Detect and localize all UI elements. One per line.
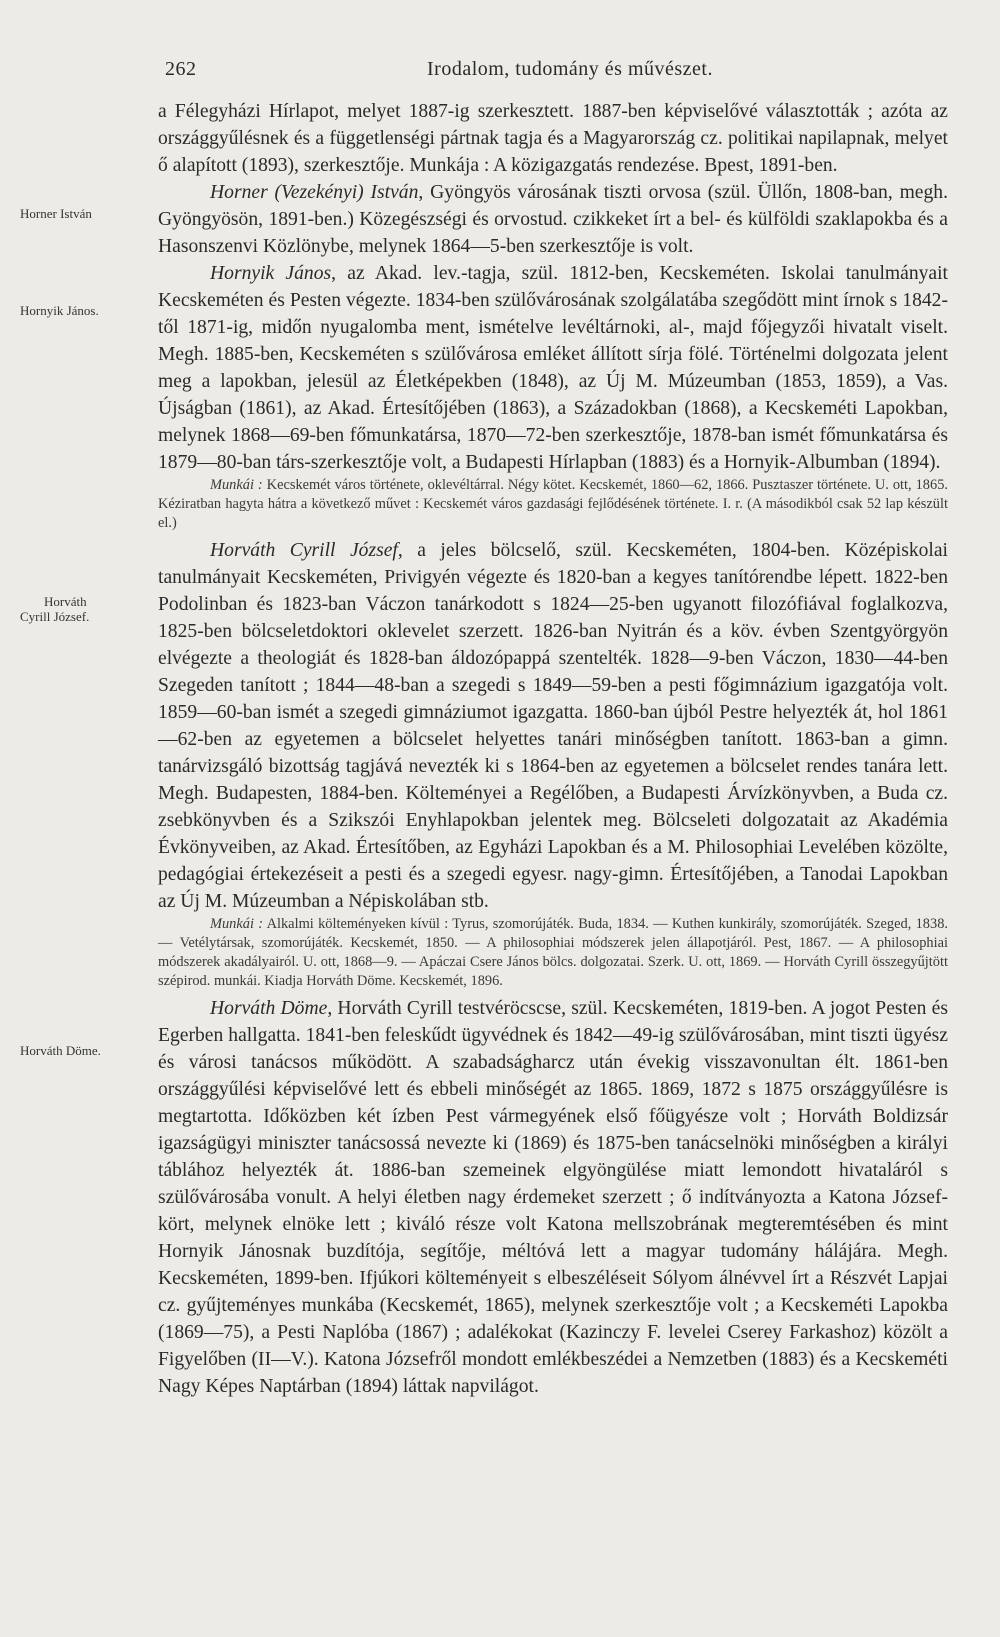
intro-paragraph <box>158 98 948 179</box>
margin-note-hornyik: Hornyik János. <box>20 303 99 318</box>
works-text-horvath-cyrill: Alkalmi költeményeken kívül : Tyrus, szomorújáték. Buda, 1834. — Kuthen kunkirály, szomorújáték. Szeged, 1838. — Vetélytársak, szomorújáték. Kecskemét, 1850. — A philosophiai módszerek jelen állapotjáról. Pest, 1867. — A philosophiai módszerek akadályairól. U. ott, 1868—9. — Apáczai Csere János bölcs. dolgozatai. Szerk. U. ott, 1869. — Horváth Cyrill összegyűjtött szépirod. munkái. Kiadja Horváth Döme. Kecskemét, 1896. <box>158 916 948 989</box>
works-horvath-cyrill <box>158 915 948 991</box>
margin-note-horner: Horner István <box>20 206 92 221</box>
entry-name-horvath-dome: Horváth Döme <box>210 998 328 1019</box>
running-title: Irodalom, tudomány és művészet. <box>427 58 713 80</box>
margin-note-horvath-cyrill <box>20 594 160 624</box>
intro-text: a Félegyházi Hírlapot, melyet 1887-ig szerkesztett. 1887-ben képviselővé választották ; azóta az országgyűlésnek és a függetlenségi pártnak tagja és a Magyarország cz. politikai napilapnak, melyet ő alapított (1893), szerkesztője. Munkája : A közigazgatás rendezése. Bpest, 1891-ben. <box>158 101 948 176</box>
works-text-hornyik: Kecskemét város története, oklevéltárral. Négy kötet. Kecskemét, 1860—62, 1866. Pusztaszer története. U. ott, 1865. Kéziratban hagyta hátra a következő művet : Kecskemét város gazdasági fejlődésének története. I. r. (A másodikból csak 52 lap készült el.) <box>158 477 948 531</box>
page-number: 262 <box>165 58 197 80</box>
works-hornyik <box>158 476 948 533</box>
entry-horvath-dome <box>158 995 948 1400</box>
entry-name-horvath-cyrill: Horváth Cyrill József <box>210 540 398 561</box>
entry-horvath-cyrill <box>158 537 948 915</box>
margin-note-horvath-dome: Horváth Döme. <box>20 1043 101 1058</box>
page-body <box>158 98 948 1400</box>
entry-hornyik <box>158 260 948 476</box>
works-label-horvath-cyrill: Munkái : <box>210 916 264 932</box>
entry-horner <box>158 179 948 260</box>
entry-name-hornyik: Hornyik János <box>210 263 332 284</box>
margin-note-horvath-cyrill-line1: Horváth <box>44 594 87 609</box>
entry-text-horner: , Gyöngyös városának tiszti orvosa (szül. Üllőn, 1808-ban, megh. Gyöngyösön, 1891-ben.) Közegészségi és orvostud. czikkeket írt a bel- és külföldi szaklapokba és a Hasonszenvi Közlönybe, melynek 1864—5-ben szerkesztője is volt. <box>158 182 948 257</box>
works-label-hornyik: Munkái : <box>210 477 263 493</box>
entry-text-horvath-cyrill: , a jeles bölcselő, szül. Kecskeméten, 1804-ben. Középiskolai tanulmányait Kecskeméten, Privigyén végezte és 1820-ban a kegyes tanítórendbe lépett. 1822-ben Podolinban és 1823-ban Váczon tanárkodott s 1824—25-ben ugyanott filozófiával foglalkozva, 1825-ben bölcseletdoktori oklevelet szerzett. 1826-ban Nyitrán és a köv. évben Szentgyörgyön elvégezte a theologiát és 1828-ban áldozópappá szentelték. 1828—9-ben Váczon, 1830—44-ben Szegeden tanított ; 1844—48-ban a szegedi s 1849—59-ben a pesti főgimnázium igazgatója volt. 1859—60-ban ismét a szegedi gimnáziumot igazgatta. 1860-ban újból Pestre helyezték át, hol 1861—62-ben az egyetemen a bölcselet helyettes tanári minőségben tanított. 1863-ban a gimn. tanárvizsgáló bizottság tagjává nevezték ki s 1864-ben az egyetemen a bölcselet rendes tanára lett. Megh. Budapesten, 1884-ben. Költeményei a Regélőben, a Budapesti Árvízkönyvben, a Buda cz. zsebkönyvben és a Szikszói Enyhlapokban jelentek meg. Bölcseleti dolgozatait az Akadémia Évkönyveiben, az Akad. Értesítőben, az Egyházi Lapokban és a M. Philosophiai Levelében közölte, pedagógiai értekezéseit a pesti és a szegedi egyesr. nagy-gimn. Értesítőjében, a Tanodai Lapokban az Új M. Múzeumban a Népiskolában stb. <box>158 540 948 912</box>
entry-text-horvath-dome: , Horváth Cyrill testvéröcscse, szül. Kecskeméten, 1819-ben. A jogot Pesten és Egerben hallgatta. 1841-ben feleskűdt ügyvédnek és 1842—49-ig szülővárosában, mint tiszti ügyész és városi tanácsos működött. A szabadságharcz után évekig visszavonultan élt. 1861-ben országgyűlési képviselővé lett és ebbeli minőségét az 1865. 1869, 1872 s 1875 országgyűlésre is megtartotta. Időközben két ízben Pest vármegyének első főügyésze volt ; Horváth Boldizsár igazságügyi miniszter tanácsossá nevezte ki (1869) és 1875-ben tanácselnöki minőségben a királyi táblához helyezték át. 1886-ban szemeinek elgyöngülése miatt lemondott hivataláról s szülővárosába vonult. A helyi életben nagy érdemeket szerzett ; ő indítványozta a Katona József-kört, melynek elnöke lett ; kiváló része volt Katona mellszobrának megteremtésében és mint Hornyik Jánosnak buzdítója, segítője, méltóvá lett a magyar tudomány hálájára. Megh. Kecskeméten, 1899-ben. Ifjúkori költeményeit s elbeszéléseit Sólyom álnévvel írt a Részvét Lapjai cz. gyűjteményes munkába (Kecskemét, 1865), melynek szerkesztője volt ; a Kecskeméti Lapokba (1869—75), a Pesti Naplóba (1867) ; adalékokat (Kazinczy F. levelei Cserey Farkashoz) közölt a Figyelőben (II—V.). Katona Józsefről mondott emlékbeszédei a Nemzetben (1883) és a Kecskeméti Nagy Képes Naptárban (1894) láttak napvilágot. <box>158 998 948 1397</box>
entry-name-horner: Horner (Vezekényi) István <box>210 182 419 203</box>
margin-note-horvath-cyrill-line2: Cyrill József. <box>20 609 90 624</box>
entry-text-hornyik: , az Akad. lev.-tagja, szül. 1812-ben, Kecskeméten. Iskolai tanulmányait Kecskeméten és Pesten végezte. 1834-ben szülővárosának szolgálatába szegődött mint írnok s 1842-től 1871-ig, midőn nyugalomba ment, ismételve levéltárnoki, al-, majd főjegyzői hivatalt viselt. Megh. 1885-ben, Kecskeméten s szülővárosa emléket állított sírja fölé. Történelmi dolgozata jelent meg a lapokban, jelesül az Életképekben (1848), az Új M. Múzeumban (1853, 1859), a Vas. Újságban (1861), az Akad. Értesítőjében (1863), a Századokban (1868), a Kecskeméti Lapokban, melynek 1868—69-ben főmunkatársa, 1870—72-ben szerkesztője, 1878-ban ismét főmunkatársa és 1879—80-ban társ-szerkesztője volt, a Budapesti Hírlapban (1883) és a Hornyik-Albumban (1894). <box>158 263 948 473</box>
